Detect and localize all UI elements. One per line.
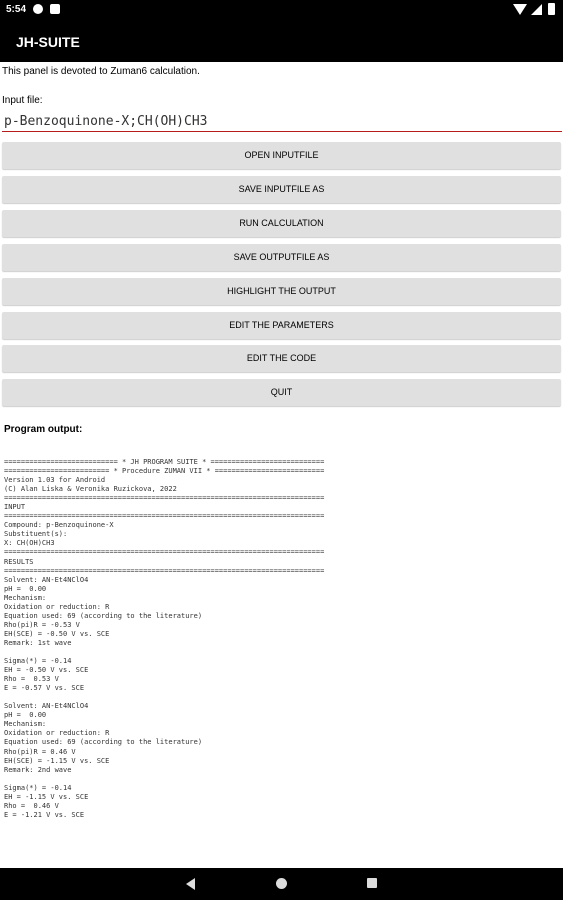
output-line: Version 1.03 for Android xyxy=(4,476,106,485)
output-line: (C) Alan Liska & Veronika Ruzickova, 2022 xyxy=(4,485,177,494)
output-line: ============================================================================ xyxy=(4,548,325,557)
output-line: Rho = 0.53 V xyxy=(4,675,59,684)
document-notification-icon xyxy=(50,4,60,14)
highlight-output-button[interactable]: HIGHLIGHT THE OUTPUT xyxy=(2,278,561,305)
edit-parameters-button[interactable]: EDIT THE PARAMETERS xyxy=(2,312,561,339)
output-line: RESULTS xyxy=(4,557,34,566)
output-line xyxy=(4,693,559,702)
output-line: Remark: 1st wave xyxy=(4,638,72,647)
save-outputfile-button[interactable]: SAVE OUTPUTFILE AS xyxy=(2,244,561,271)
open-inputfile-button[interactable]: OPEN INPUTFILE xyxy=(2,142,561,169)
output-line: Oxidation or reduction: R xyxy=(4,729,110,738)
output-line: Mechanism: xyxy=(4,593,47,602)
output-line: Sigma(*) = -0.14 xyxy=(4,657,72,666)
output-line: X: CH(OH)CH3 xyxy=(4,539,55,548)
output-line: ============================================================================ xyxy=(4,494,325,503)
run-calculation-button[interactable]: RUN CALCULATION xyxy=(2,210,561,237)
output-line: ========================= * Procedure ZUMAN VII * ========================== xyxy=(4,467,325,476)
app-title: JH-SUITE xyxy=(16,34,80,50)
output-line: pH = 0.00 xyxy=(4,711,47,720)
output-line: EH = -1.15 V vs. SCE xyxy=(4,792,89,801)
input-file-field[interactable] xyxy=(2,111,562,132)
output-line: Sigma(*) = -0.14 xyxy=(4,783,72,792)
signal-icon xyxy=(531,4,542,15)
output-line: INPUT xyxy=(4,503,26,512)
recent-apps-icon[interactable] xyxy=(367,878,377,888)
output-line: EH = -0.50 V vs. SCE xyxy=(4,666,89,675)
input-file-label: Input file: xyxy=(2,95,43,106)
edit-code-button[interactable]: EDIT THE CODE xyxy=(2,345,561,372)
output-line: Equation used: 69 (according to the literature) xyxy=(4,611,203,620)
output-line: Compound: p-Benzoquinone-X xyxy=(4,521,114,530)
status-bar xyxy=(0,0,563,22)
output-line: pH = 0.00 xyxy=(4,584,47,593)
panel-description: This panel is devoted to Zuman6 calculation. xyxy=(2,66,200,77)
output-line: Substituent(s): xyxy=(4,530,68,539)
output-line: E = -1.21 V vs. SCE xyxy=(4,810,85,819)
output-line xyxy=(4,775,559,784)
quit-button[interactable]: QUIT xyxy=(2,379,561,406)
output-line: EH(SCE) = -1.15 V vs. SCE xyxy=(4,756,110,765)
output-line: Remark: 2nd wave xyxy=(4,765,72,774)
output-line: Rho = 0.46 V xyxy=(4,801,59,810)
status-time: 5:54 xyxy=(6,4,27,15)
output-line: Solvent: AN-Et4NClO4 xyxy=(4,702,89,711)
output-line: ============================================================================ xyxy=(4,512,325,521)
play-store-notification-icon xyxy=(33,4,43,14)
output-line: Rho(pi)R = 0.46 V xyxy=(4,747,76,756)
output-line: Rho(pi)R = -0.53 V xyxy=(4,620,80,629)
navigation-bar xyxy=(0,868,563,900)
output-line: EH(SCE) = -0.50 V vs. SCE xyxy=(4,629,110,638)
wifi-icon xyxy=(513,4,527,15)
battery-icon xyxy=(548,3,555,15)
save-inputfile-button[interactable]: SAVE INPUTFILE AS xyxy=(2,176,561,203)
output-line: =========================== * JH PROGRAM SUITE * =========================== xyxy=(4,458,325,466)
app-bar xyxy=(0,22,563,62)
output-line: Solvent: AN-Et4NClO4 xyxy=(4,575,89,584)
output-line xyxy=(4,648,559,657)
output-line: Oxidation or reduction: R xyxy=(4,602,110,611)
program-output-text[interactable] xyxy=(4,458,559,862)
home-icon[interactable] xyxy=(276,878,287,889)
output-line: Equation used: 69 (according to the literature) xyxy=(4,738,203,747)
output-line: ============================================================================ xyxy=(4,566,325,575)
output-line: Mechanism: xyxy=(4,720,47,729)
back-icon[interactable] xyxy=(186,878,195,890)
program-output-label: Program output: xyxy=(4,424,83,435)
output-line: E = -0.57 V vs. SCE xyxy=(4,684,85,693)
